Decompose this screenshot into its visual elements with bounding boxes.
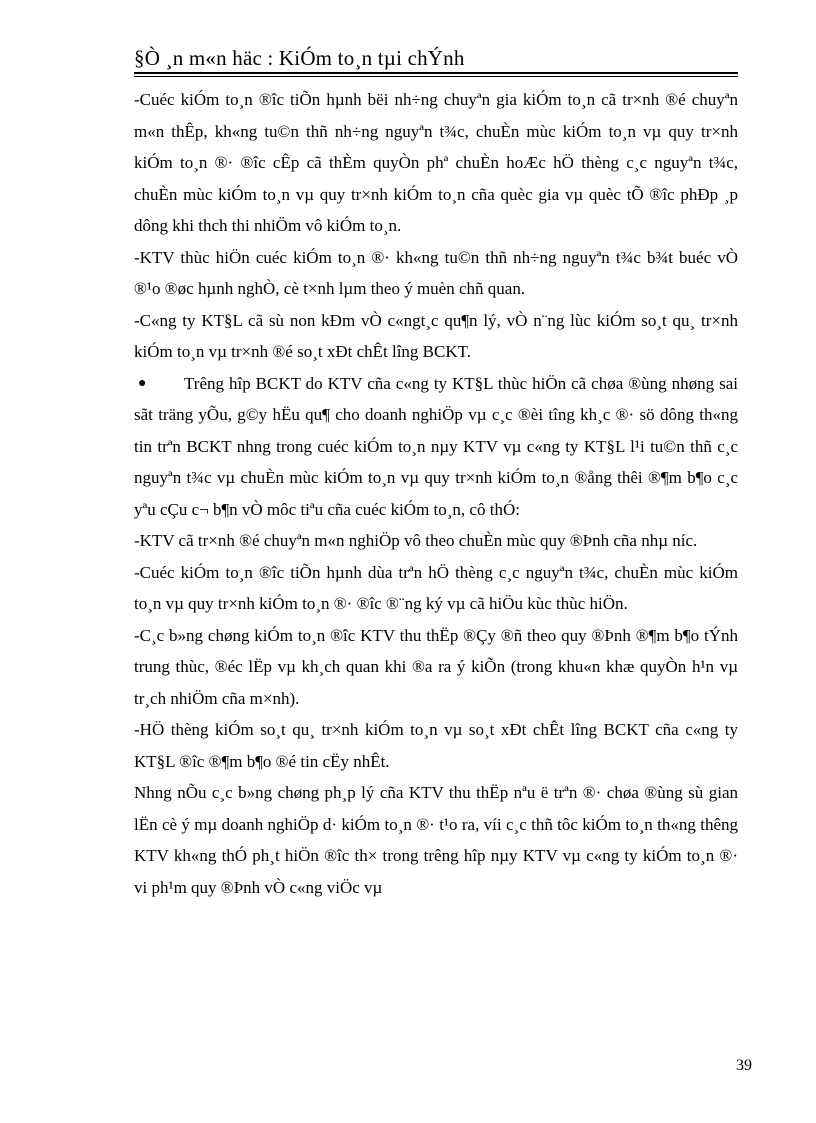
- paragraph: -Cuéc kiÓm to¸n ®îc tiÕn hµnh bëi nh÷ng chuyªn gia kiÓm to¸n cã tr×nh ®é chuyªn m«n thÊp, kh«ng tu©n thñ nh÷ng nguyªn t¾c, chuÈn mùc kiÓm to¸n vµ quy tr×nh kiÓm to¸n ®· ®îc cÊp cã thÈm quyÒn phª chuÈn hoÆc hÖ thèng c¸c nguyªn t¾c, chuÈn mùc kiÓm to¸n vµ quy tr×nh kiÓm to¸n cña quèc gia vµ quèc tÕ ®îc phÐp ¸p dông khi thch thi nhiÖm vô kiÓm to¸n.: [134, 90, 738, 235]
- paragraph: -Cuéc kiÓm to¸n ®îc tiÕn hµnh dùa trªn hÖ thèng c¸c nguyªn t¾c, chuÈn mùc kiÓm to¸n vµ quy tr×nh kiÓm to¸n ®· ®îc ®¨ng ký vµ cã hiÖu kùc thùc hiÖn.: [134, 562, 738, 613]
- paragraph: Nhng nÕu c¸c b»ng chøng ph¸p lý cña KTV thu thËp nªu ë trªn ®· chøa ®ùng sù gian lËn cè ý mµ doanh nghiÖp d· kiÓm to¸n ®· t¹o ra, víi c¸c thñ tôc kiÓm to¸n th«ng thêng KTV kh«ng thÓ ph¸t hiÖn ®îc th× trong trêng hîp nµy KTV vµ c«ng ty kiÓm to¸n ®· vi ph¹m quy ®Þnh vÒ c«ng viÖc vµ: [134, 783, 738, 897]
- paragraph: -C«ng ty KT§L cã sù non kÐm vÒ c«ngt¸c qu¶n lý, vÒ n¨ng lùc kiÓm so¸t qu¸ tr×nh kiÓm to¸n vµ tr×nh ®é so¸t xÐt chÊt lîng BCKT.: [134, 310, 738, 361]
- paragraph: -KTV thùc hiÖn cuéc kiÓm to¸n ®· kh«ng tu©n thñ nh÷ng nguyªn t¾c b¾t buéc vÒ ®¹o ®øc hµnh nghÒ, cè t×nh lµm theo ý muèn chñ quan.: [134, 247, 738, 298]
- header-rule-thin: [134, 76, 738, 77]
- paragraph: -KTV cã tr×nh ®é chuyªn m«n nghiÖp vô theo chuÈn mùc quy ®Þnh cña nhµ níc.: [134, 531, 698, 550]
- bullet-paragraph: [134, 368, 738, 526]
- paragraph: -HÖ thèng kiÓm so¸t qu¸ tr×nh kiÓm to¸n vµ so¸t xÐt chÊt lîng BCKT cña c«ng ty KT§L ®îc ®¶m b¶o ®é tin cËy nhÊt.: [134, 720, 738, 771]
- page-number: 39: [736, 1057, 752, 1074]
- bullet-icon: ●: [138, 375, 147, 391]
- bullet-paragraph-text: Trêng hîp BCKT do KTV cña c«ng ty KT§L thùc hiÖn cã chøa ®ùng nhøng sai sãt träng yÕu, g©y hËu qu¶ cho doanh nghiÖp vµ c¸c ®èi tîng kh¸c ®· sö dông th«ng tin trªn BCKT nhng trong cuéc kiÓm to¸n nµy KTV vµ c«ng ty KT§L l¹i tu©n thñ c¸c nguyªn t¾c vµ chuÈn mùc kiÓm to¸n vµ quy tr×nh kiÓm to¸n ®ång thêi ®¶m b¶o c¸c yªu cÇu c¬ b¶n vÒ môc tiªu cña cuéc kiÓm to¸n, cô thÓ:: [134, 373, 738, 519]
- header-rule-thick: [134, 72, 738, 74]
- paragraph: -C¸c b»ng chøng kiÓm to¸n ®îc KTV thu thËp ®Çy ®ñ theo quy ®Þnh ®¶m b¶o tÝnh trung thùc, ®éc lËp vµ kh¸ch quan khi ®a ra ý kiÕn (trong khu«n khæ quyÒn h¹n vµ tr¸ch nhiÖm cña m×nh).: [134, 625, 738, 708]
- body-text: [134, 84, 738, 903]
- page-header-title: §Ò ¸n m«n häc : KiÓm to¸n tµi chÝnh: [134, 46, 465, 70]
